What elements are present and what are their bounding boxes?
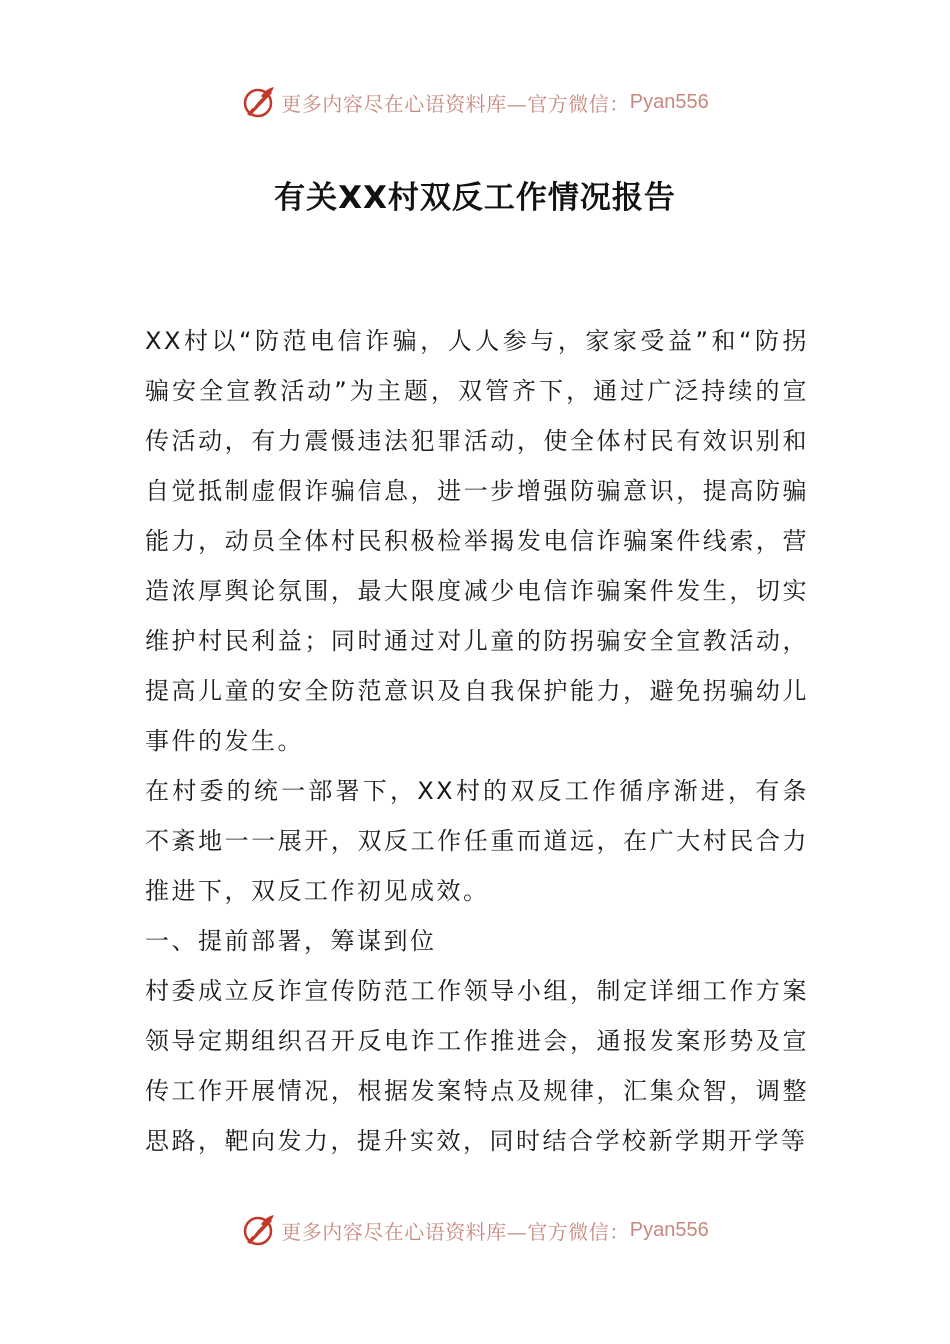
quill-logo-icon: [241, 84, 277, 120]
banner-text: 更多内容尽在心语资料库—官方微信：: [281, 91, 630, 116]
quill-logo-icon: [241, 1212, 277, 1248]
banner-wechat-handle: Pyan556: [629, 1218, 709, 1241]
paragraph-intro: XX村以“防范电信诈骗，人人参与，家家受益”和“防拐骗安全宣教活动”为主题，双管齐下，通过广泛持续的宣传活动，有力震慑违法犯罪活动，使全体村民有效识别和自觉抵制虚假诈骗信息，进一步增强防骗意识，提高防骗能力，动员全体村民积极检举揭发电信诈骗案件线索，营造浓厚舆论氛围，最大限度减少电信诈骗案件发生，切实维护村民利益；同时通过对儿童的防拐骗安全宣教活动，提高儿童的安全防范意识及自我保护能力，避免拐骗幼儿事件的发生。: [145, 327, 809, 755]
document-title: 有关XX村双反工作情况报告: [274, 180, 676, 216]
section-heading-1: 一、提前部署，筹谋到位: [145, 927, 437, 955]
banner-text: 更多内容尽在心语资料库—官方微信：: [281, 1219, 630, 1244]
banner-wechat-handle: Pyan556: [629, 90, 709, 113]
paragraph-section-1: 村委成立反诈宣传防范工作领导小组，制定详细工作方案领导定期组织召开反电诈工作推进会，通报发案形势及宣传工作开展情况，根据发案特点及规律，汇集众智，调整思路，靶向发力，提升实效，同时结合学校新学期开学等: [145, 977, 809, 1155]
document-body: [145, 316, 809, 1166]
footer-banner: [0, 1208, 950, 1252]
header-banner: [0, 80, 950, 124]
paragraph-progress: 在村委的统一部署下，XX村的双反工作循序渐进，有条不紊地一一展开，双反工作任重而道远，在广大村民合力推进下，双反工作初见成效。: [145, 777, 809, 905]
